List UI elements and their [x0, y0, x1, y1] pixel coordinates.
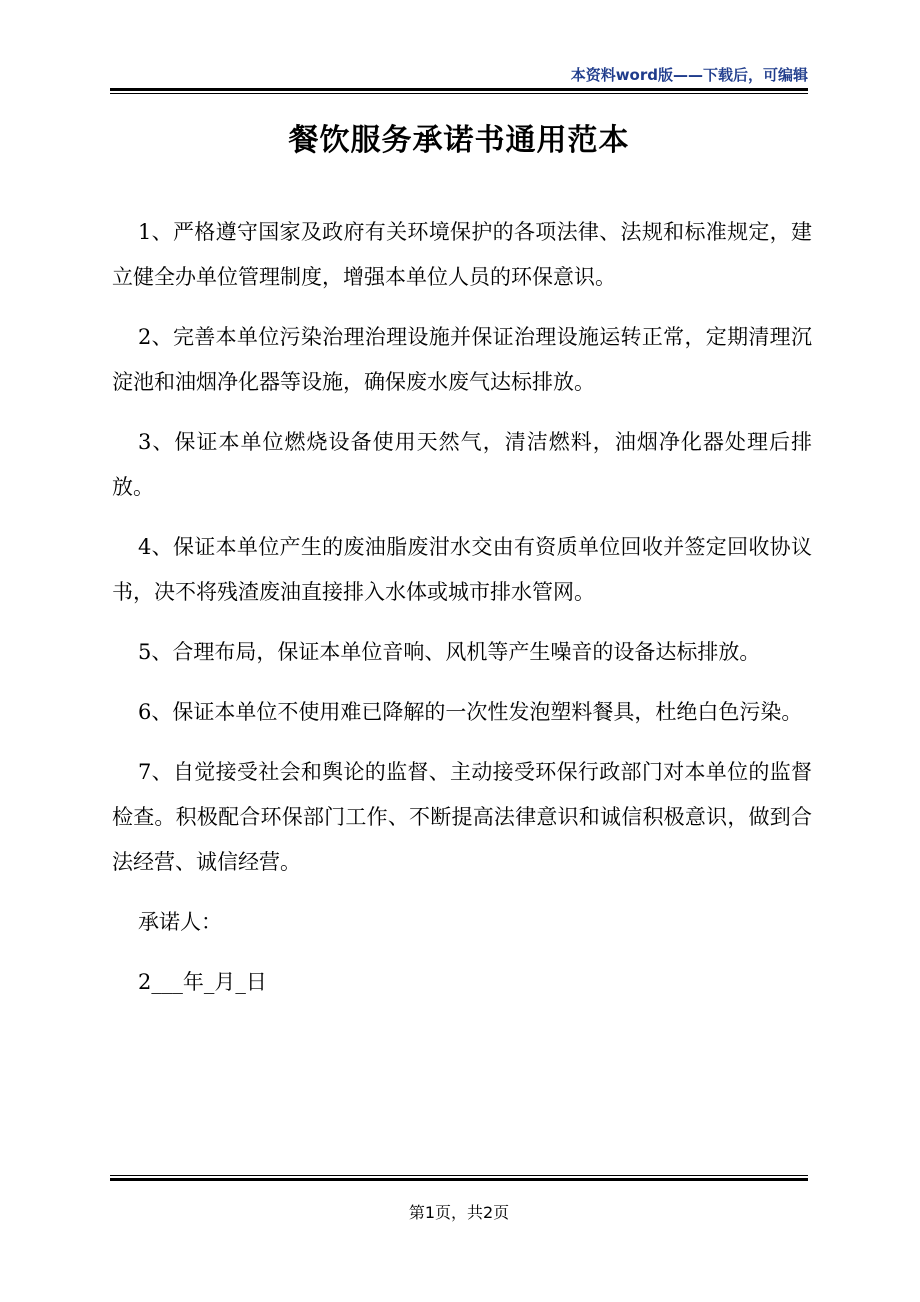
footer-rule	[110, 1175, 808, 1181]
paragraph-6: 6、保证本单位不使用难已降解的一次性发泡塑料餐具，杜绝白色污染。	[138, 700, 803, 724]
paragraph-5: 5、合理布局，保证本单位音响、风机等产生噪音的设备达标排放。	[138, 640, 761, 664]
header-note: 本资料word版——下载后，可编辑	[570, 66, 808, 84]
header-rule	[110, 88, 808, 94]
paragraph-2: 2、完善本单位污染治理治理设施并保证治理设施运转正常，定期清理沉淀池和油烟净化器等设施，确保废水废气达标排放。	[112, 325, 812, 394]
document-title: 餐饮服务承诺书通用范本	[288, 123, 630, 158]
paragraph-1-text: 1、严格遵守国家及政府有关环境保护的各项法律、法规和标准规定，建立健全办单位管理制度，增强本单位人员的环保意识。	[112, 220, 812, 289]
document-body	[112, 210, 812, 1020]
paragraph-1	[112, 210, 812, 300]
paragraph-7: 7、自觉接受社会和舆论的监督、主动接受环保行政部门对本单位的监督检查。积极配合环保部门工作、不断提高法律意识和诚信积极意识，做到合法经营、诚信经营。	[112, 760, 812, 874]
signatory-label: 承诺人：	[138, 910, 222, 934]
date-line: 2___年_月_日	[138, 970, 267, 994]
paragraph-4: 4、保证本单位产生的废油脂废泔水交由有资质单位回收并签定回收协议书，决不将残渣废油直接排入水体或城市排水管网。	[112, 535, 812, 604]
paragraph-3: 3、保证本单位燃烧设备使用天然气，清洁燃料，油烟净化器处理后排放。	[112, 430, 812, 499]
page-number: 第1页，共2页	[408, 1203, 510, 1222]
